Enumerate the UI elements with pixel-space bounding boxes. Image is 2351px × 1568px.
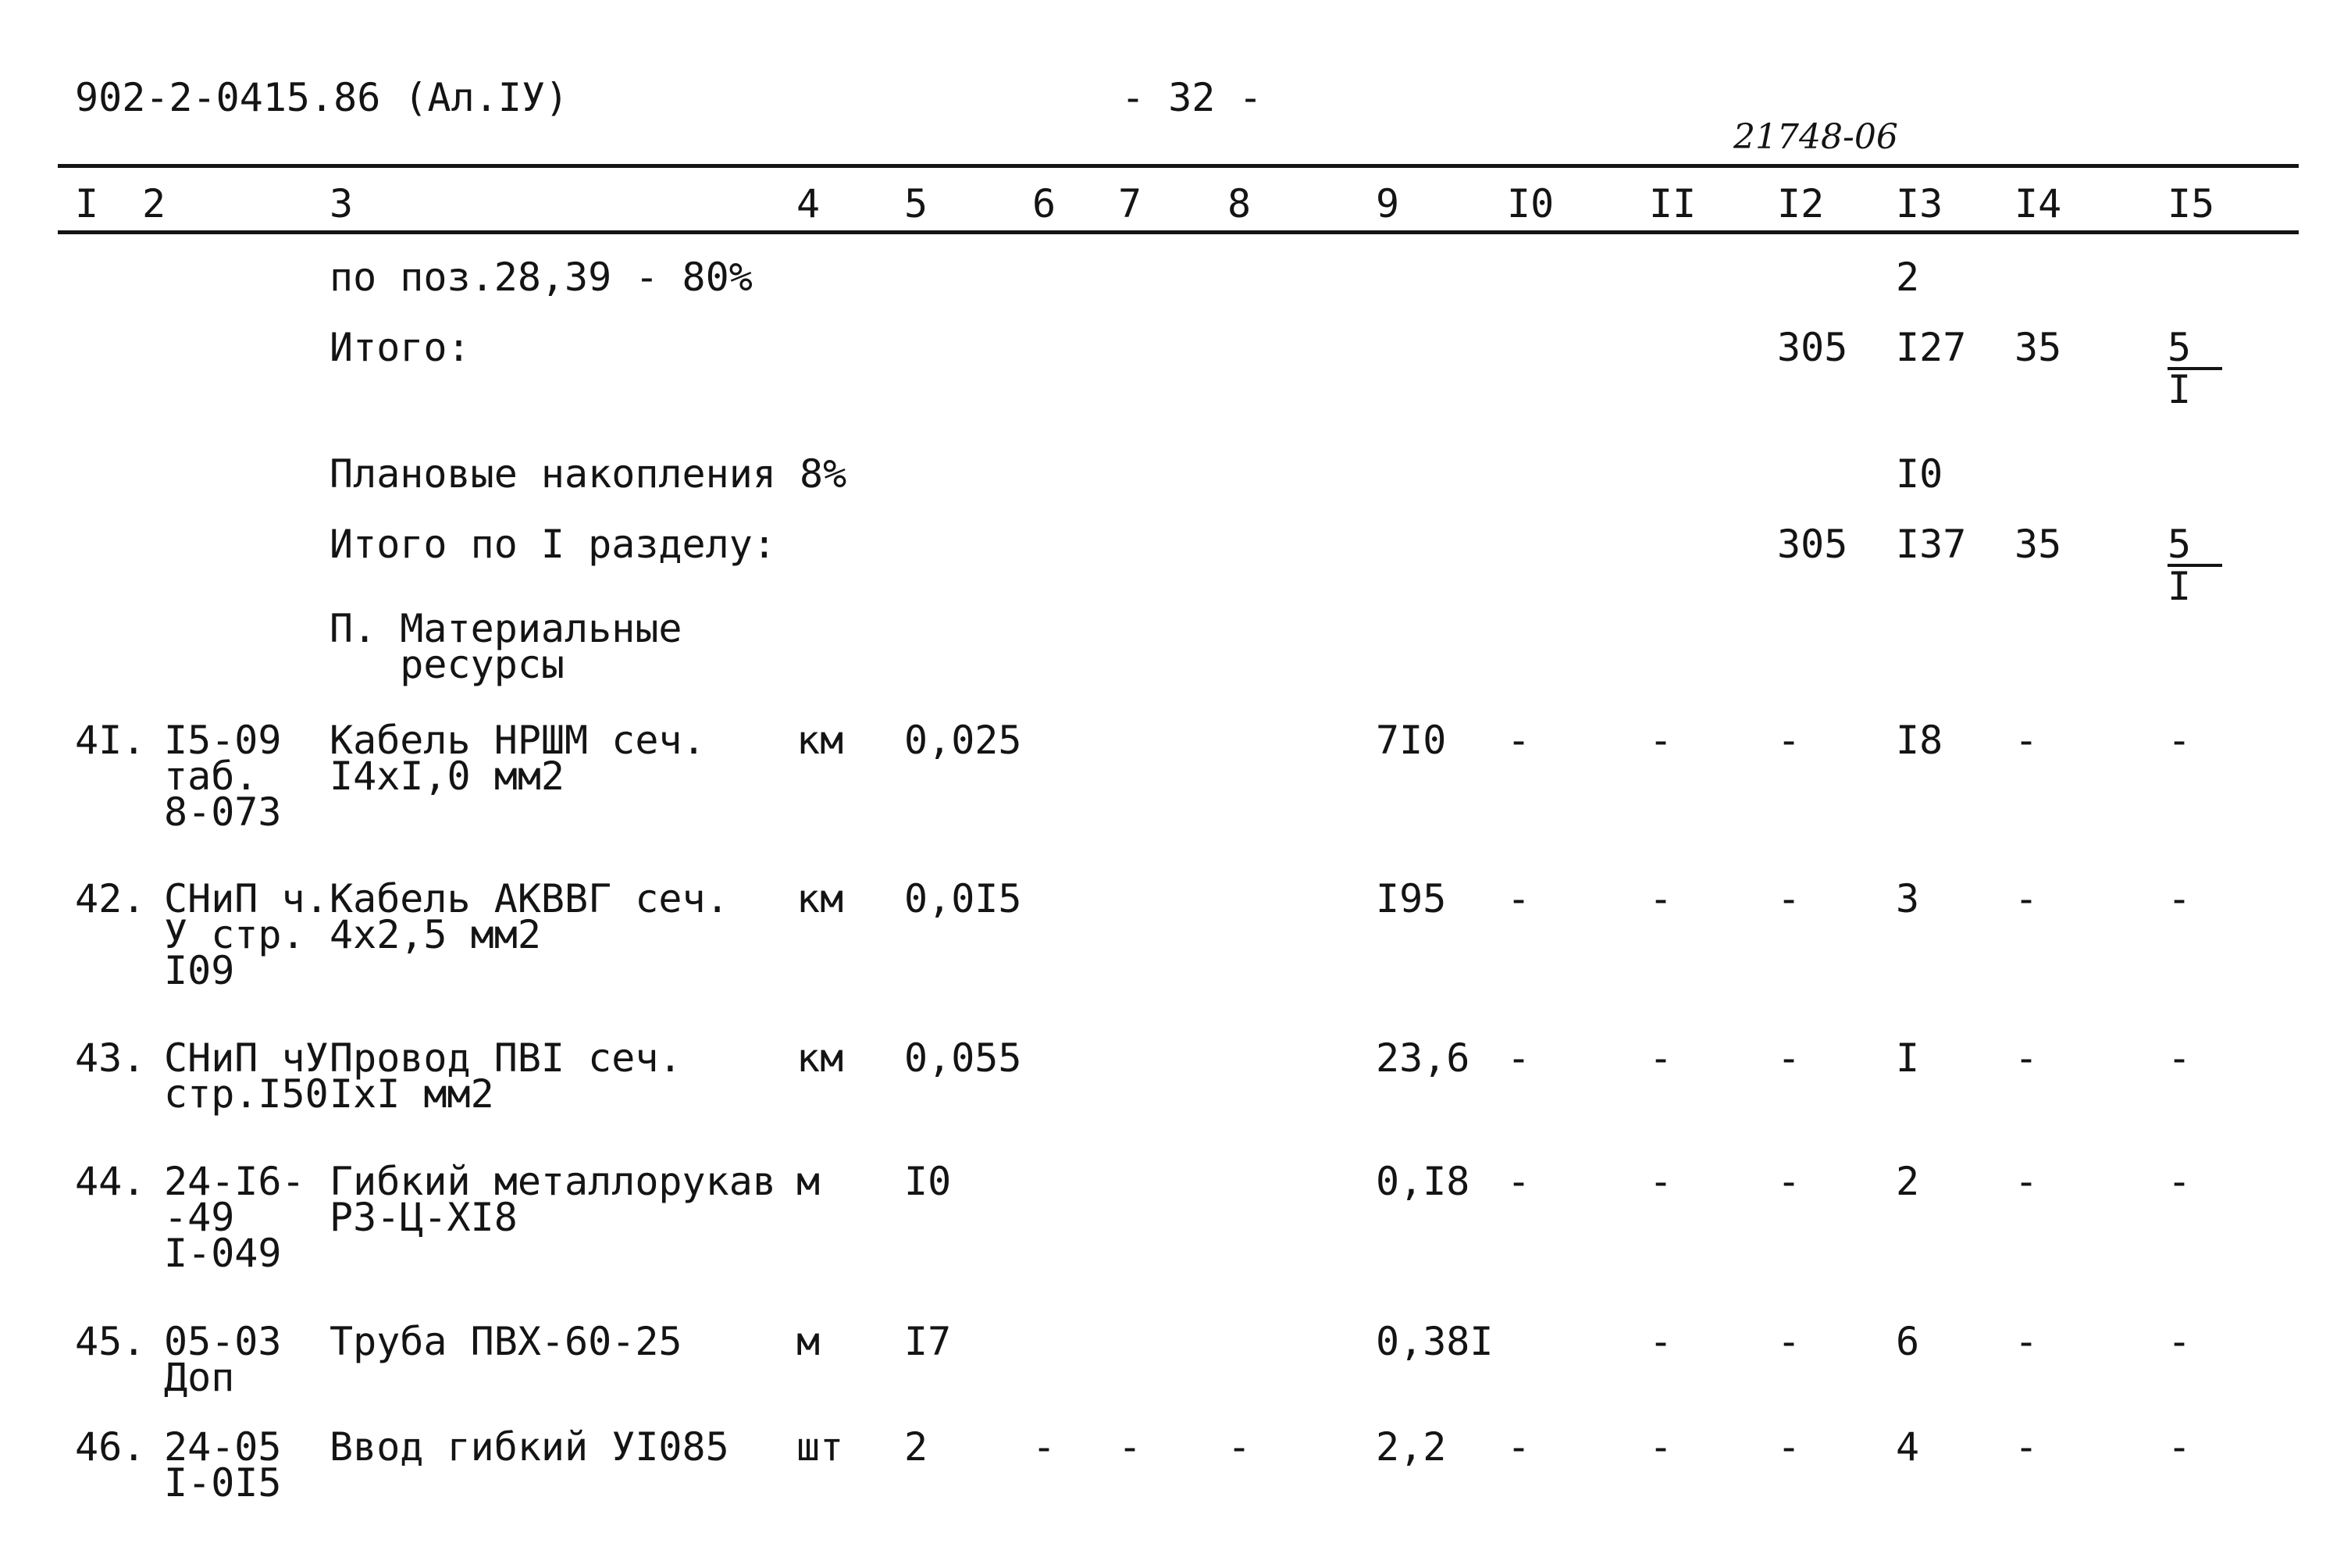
item-col10: - <box>1507 1035 1531 1081</box>
item-col13: 4 <box>1896 1424 1920 1470</box>
item-col12: - <box>1777 1035 1801 1081</box>
section-total-col14: 35 <box>2014 522 2062 567</box>
item-quantity: I0 <box>904 1159 952 1204</box>
column-header-4: 4 <box>796 181 821 226</box>
column-header-5: 5 <box>904 181 928 226</box>
column-header-3: 3 <box>329 181 354 226</box>
position-note-label: по поз.28,39 - 80% <box>329 255 753 300</box>
item-price: 0,38I <box>1376 1319 1494 1364</box>
item-col10: - <box>1507 1159 1531 1204</box>
item-number: 42. <box>75 876 146 921</box>
item-col14: - <box>2014 1159 2039 1204</box>
item-col11: - <box>1649 876 1673 921</box>
item-number: 44. <box>75 1159 146 1204</box>
item-name: Провод ПВI сеч. IxI мм2 <box>329 1035 682 1117</box>
item-col14: - <box>2014 1424 2039 1470</box>
item-col15: - <box>2168 1319 2192 1364</box>
item-code: СНиП ч. У стр. I09 <box>164 876 329 993</box>
item-col13: I8 <box>1896 718 1943 763</box>
item-col11: - <box>1649 718 1673 763</box>
planned-accumulation-label: Плановые накопления 8% <box>329 451 847 497</box>
item-code: I5-09 таб. 8-073 <box>164 718 282 835</box>
item-col14: - <box>2014 1035 2039 1081</box>
item-col14: - <box>2014 876 2039 921</box>
section-2-title: П. Материальные ресурсы <box>329 606 682 687</box>
item-col10: - <box>1507 1424 1531 1470</box>
item-col10: - <box>1507 718 1531 763</box>
planned-accumulation-col13: I0 <box>1896 451 1943 497</box>
item-price: 0,I8 <box>1376 1159 1470 1204</box>
item-col13: I <box>1896 1035 1920 1081</box>
section-total-col15-numerator: 5 <box>2168 525 2222 567</box>
item-number: 43. <box>75 1035 146 1081</box>
item-number: 46. <box>75 1424 146 1470</box>
item-name: Кабель НРШМ сеч. I4xI,0 мм2 <box>329 718 706 799</box>
item-col11: - <box>1649 1319 1673 1364</box>
column-header-13: I3 <box>1896 181 1943 226</box>
page-number: - 32 - <box>1121 75 1263 120</box>
column-header-11: II <box>1649 181 1697 226</box>
item-number: 45. <box>75 1319 146 1364</box>
item-col13: 6 <box>1896 1319 1920 1364</box>
item-col15: - <box>2168 1035 2192 1081</box>
column-header-10: I0 <box>1507 181 1555 226</box>
item-col12: - <box>1777 876 1801 921</box>
item-name: Гибкий металлорукав РЗ-Ц-XI8 <box>329 1159 776 1240</box>
item-name: Кабель АКВВГ сеч. 4x2,5 мм2 <box>329 876 729 957</box>
section-total-col13: I37 <box>1896 522 1967 567</box>
total-col15-denominator: I <box>2168 367 2192 412</box>
item-unit: шт <box>796 1424 844 1470</box>
item-col6: - <box>1032 1424 1056 1470</box>
column-header-14: I4 <box>2014 181 2062 226</box>
item-col10: - <box>1507 876 1531 921</box>
section-total-col15-denominator: I <box>2168 564 2192 609</box>
total-label: Итого: <box>329 325 471 370</box>
position-note-col13: 2 <box>1896 255 1920 300</box>
item-quantity: 2 <box>904 1424 928 1470</box>
item-col15: - <box>2168 876 2192 921</box>
column-header-15: I5 <box>2168 181 2215 226</box>
item-code: 24-05 I-0I5 <box>164 1424 282 1506</box>
item-col12: - <box>1777 1319 1801 1364</box>
item-code: СНиП чУ стр.I50 <box>164 1035 329 1117</box>
item-col11: - <box>1649 1424 1673 1470</box>
column-header-9: 9 <box>1376 181 1400 226</box>
item-quantity: 0,025 <box>904 718 1022 763</box>
item-price: I95 <box>1376 876 1447 921</box>
section-total-col12: 305 <box>1777 522 1848 567</box>
item-unit: км <box>796 718 844 763</box>
column-header-1: I <box>75 181 99 226</box>
item-price: 7I0 <box>1376 718 1447 763</box>
item-col12: - <box>1777 1159 1801 1204</box>
column-header-8: 8 <box>1227 181 1252 226</box>
item-col11: - <box>1649 1159 1673 1204</box>
total-col13: I27 <box>1896 325 1967 370</box>
item-unit: м <box>796 1319 821 1364</box>
item-price: 2,2 <box>1376 1424 1447 1470</box>
item-col12: - <box>1777 1424 1801 1470</box>
column-header-7: 7 <box>1118 181 1142 226</box>
item-col14: - <box>2014 718 2039 763</box>
item-name: Труба ПВХ-60-25 <box>329 1319 682 1364</box>
item-code: 24-I6- -49 I-049 <box>164 1159 305 1276</box>
item-col7: - <box>1118 1424 1142 1470</box>
item-col14: - <box>2014 1319 2039 1364</box>
item-col13: 2 <box>1896 1159 1920 1204</box>
document-code: 902-2-0415.86 (Ал.IУ) <box>75 75 569 120</box>
item-quantity: 0,055 <box>904 1035 1022 1081</box>
column-header-12: I2 <box>1777 181 1825 226</box>
item-unit: км <box>796 876 844 921</box>
item-number: 4I. <box>75 718 146 763</box>
column-header-6: 6 <box>1032 181 1056 226</box>
total-col15-fraction <box>2168 325 2222 412</box>
column-header-2: 2 <box>142 181 166 226</box>
total-col14: 35 <box>2014 325 2062 370</box>
item-col13: 3 <box>1896 876 1920 921</box>
section-total-col15-fraction <box>2168 522 2222 609</box>
item-quantity: I7 <box>904 1319 952 1364</box>
item-col12: - <box>1777 718 1801 763</box>
section-total-label: Итого по I разделу: <box>329 522 776 567</box>
header-bottom-rule <box>58 230 2299 234</box>
item-price: 23,6 <box>1376 1035 1470 1081</box>
item-name: Ввод гибкий УI085 <box>329 1424 729 1470</box>
item-unit: км <box>796 1035 844 1081</box>
item-col15: - <box>2168 1424 2192 1470</box>
item-col15: - <box>2168 1159 2192 1204</box>
handwritten-stamp: 21748-06 <box>1733 117 1898 157</box>
total-col15-numerator: 5 <box>2168 328 2222 370</box>
total-col12: 305 <box>1777 325 1848 370</box>
item-col11: - <box>1649 1035 1673 1081</box>
item-quantity: 0,0I5 <box>904 876 1022 921</box>
item-code: 05-03 Доп <box>164 1319 282 1400</box>
item-col8: - <box>1227 1424 1252 1470</box>
item-col15: - <box>2168 718 2192 763</box>
item-unit: м <box>796 1159 821 1204</box>
header-top-rule <box>58 164 2299 168</box>
